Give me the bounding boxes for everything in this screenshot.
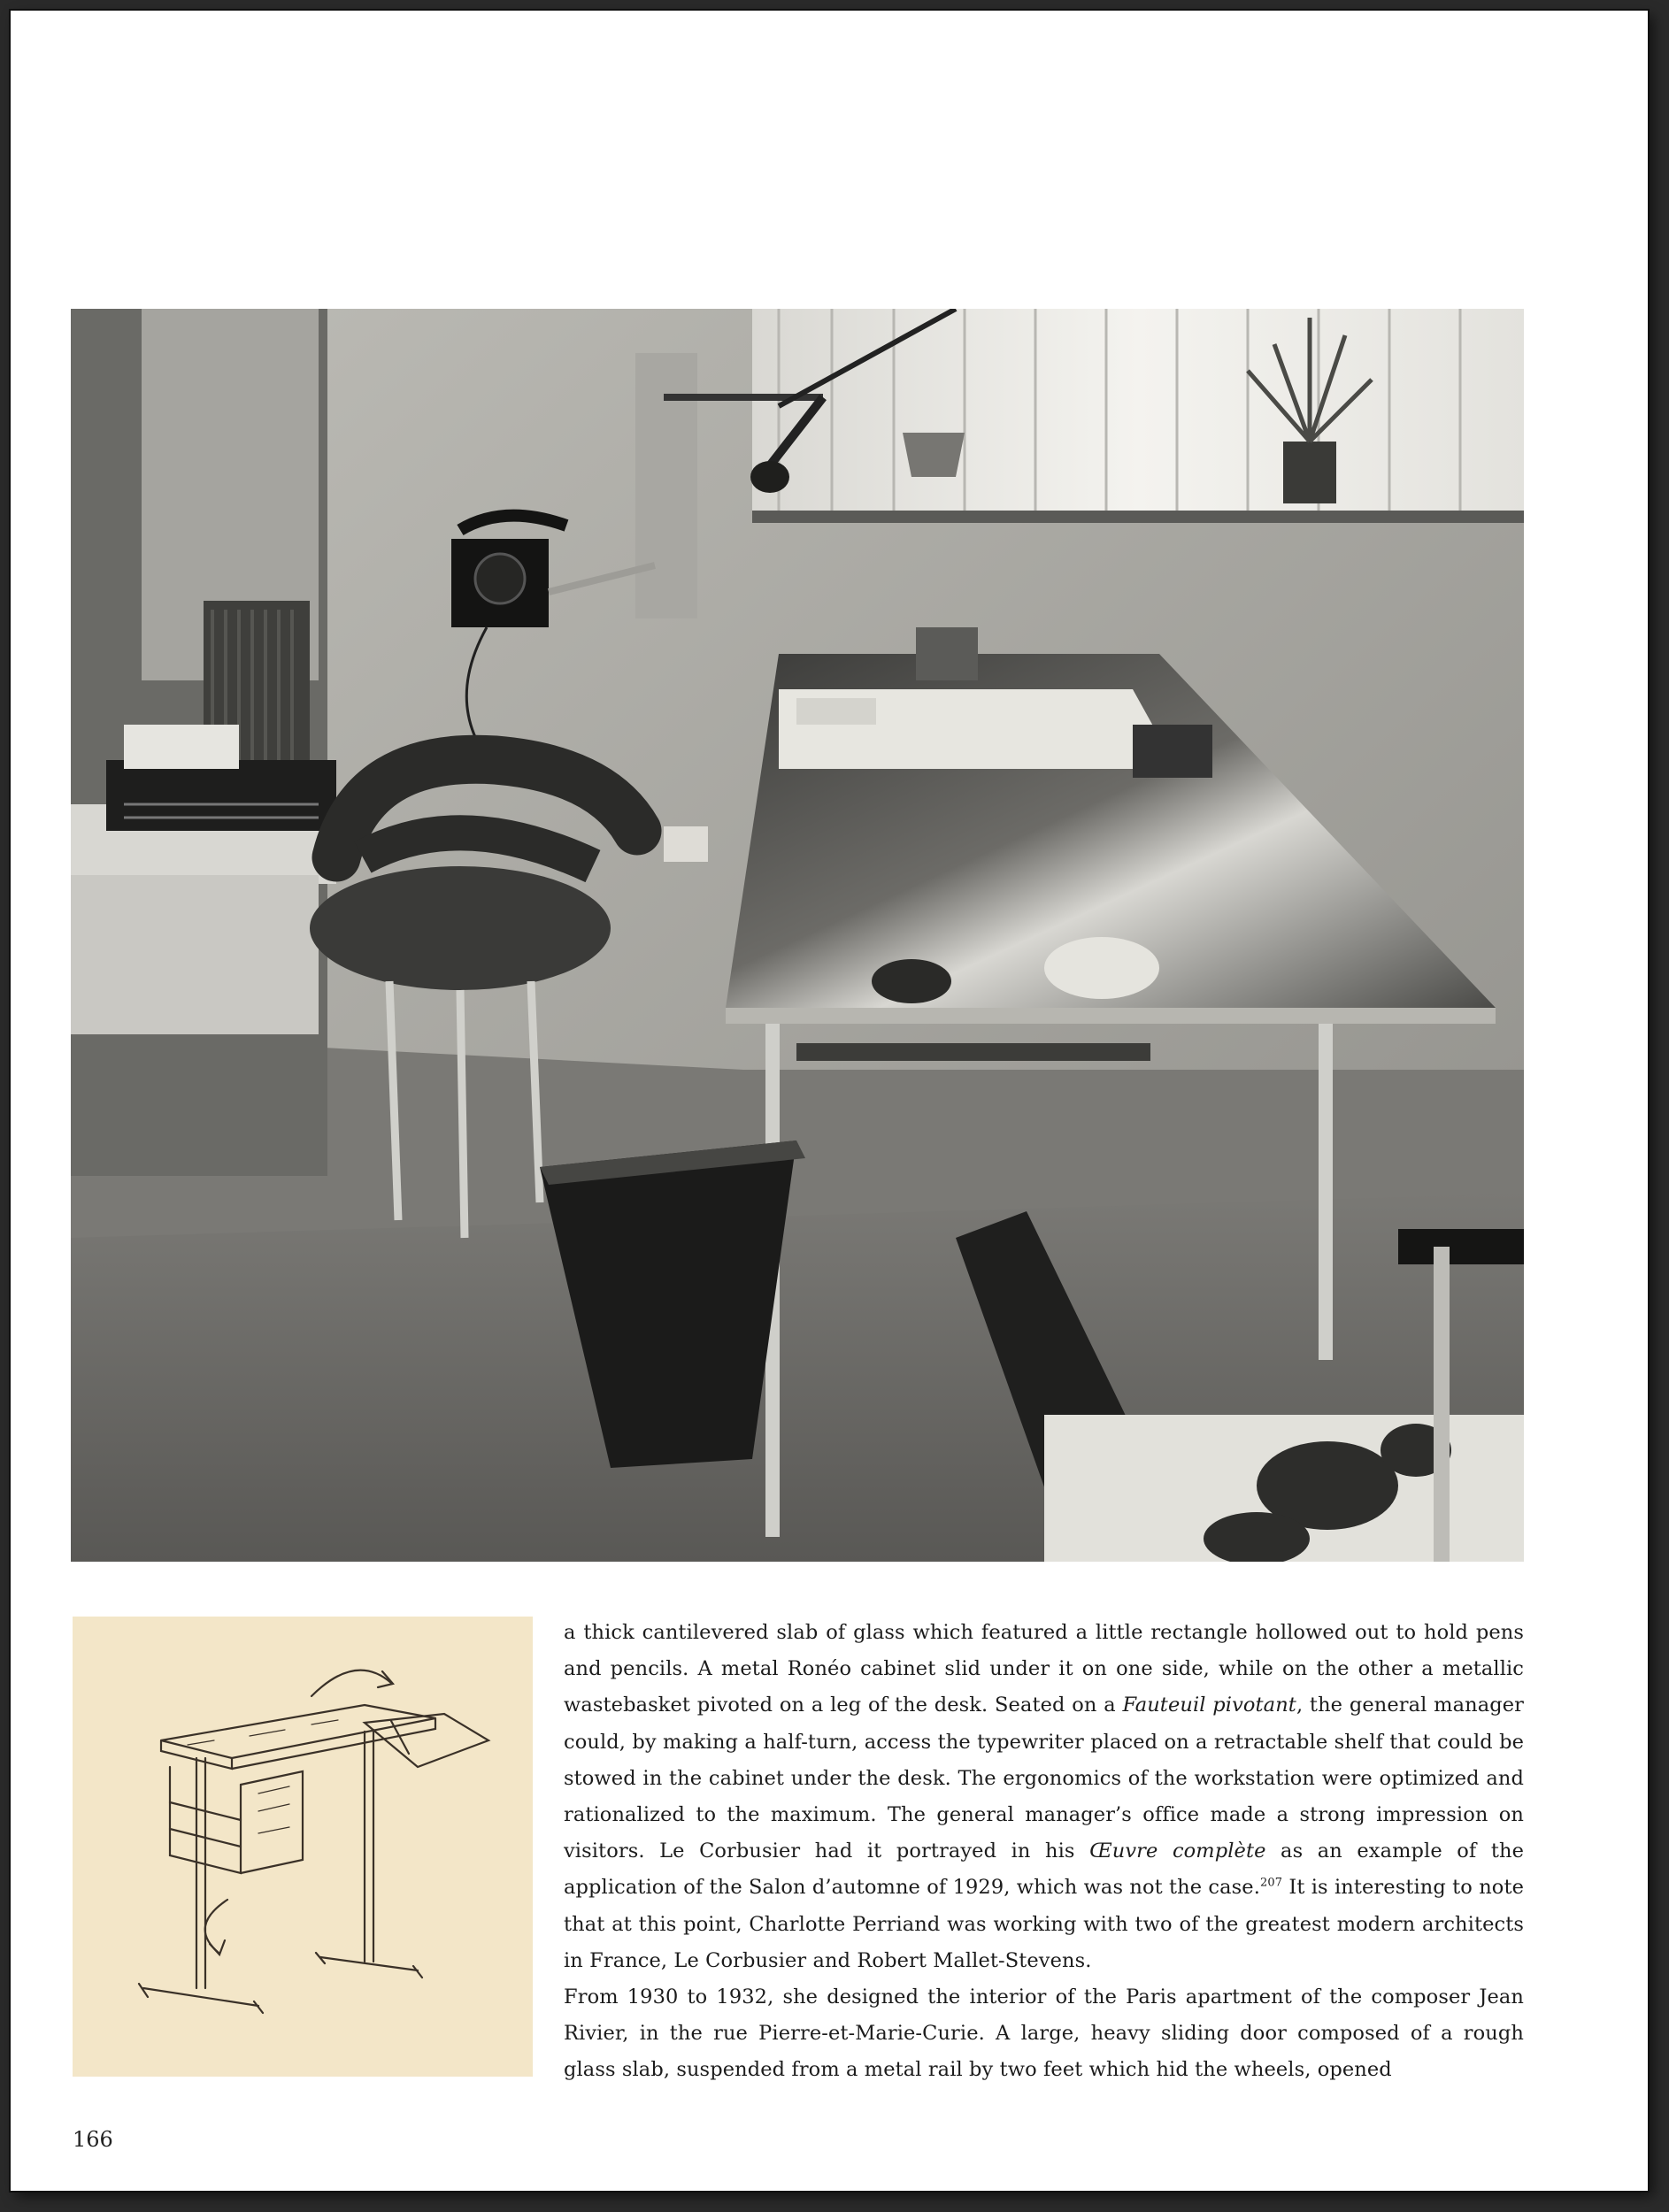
office-photo-image: [71, 309, 1524, 1562]
paragraph-2: From 1930 to 1932, she designed the interior of the Paris apartment of the composer Jean Rivier, in the rue Pierre-et-Marie-Curie. A large, heavy sliding door composed of a rough glass slab, suspended from a metal rail by two feet which hid the wheels, opened: [564, 1985, 1524, 2082]
page: [11, 11, 1648, 2191]
paragraph-1-text-c: as an example of the application of the Salon d’automne of 1929, which was not the case.: [564, 1839, 1525, 1900]
paragraph-1: [564, 1615, 1524, 1979]
paragraph-1-text-b: , the general manager could, by making a half-turn, access the typewriter placed on a retractable shelf that could be stowed in the cabinet under the desk. The ergonomics of the workstation were optimized and rationalized to the maximum. The general manager’s office made a strong impression on visitors. Le Corbusier had it portrayed in his: [564, 1694, 1524, 1863]
paragraph-1-text-a: a thick cantilevered slab of glass which featured a little rectangle hollowed out to hold pens and pencils. A metal Ronéo cabinet slid under it on one side, while on the other a metallic wastebasket pivoted on a leg of the desk. Seated on a: [564, 1621, 1524, 1717]
body-text: [564, 1615, 1524, 2089]
footnote-reference: 207: [1259, 1876, 1283, 1890]
desk-sketch-image: [73, 1617, 533, 2077]
paragraph-1-text-d: It is interesting to note that at this point, Charlotte Perriand was working with two of the greatest modern architects in France, Le Corbusier and Robert Mallet-Stevens.: [564, 1876, 1524, 1972]
emphasis-fauteuil-pivotant: Fauteuil pivotant: [1122, 1694, 1296, 1717]
emphasis-oeuvre-complete: Œuvre complète: [1089, 1839, 1266, 1863]
page-number: 166: [73, 2127, 113, 2152]
office-photograph: [71, 309, 1524, 1562]
desk-sketch-illustration: [73, 1617, 533, 2077]
